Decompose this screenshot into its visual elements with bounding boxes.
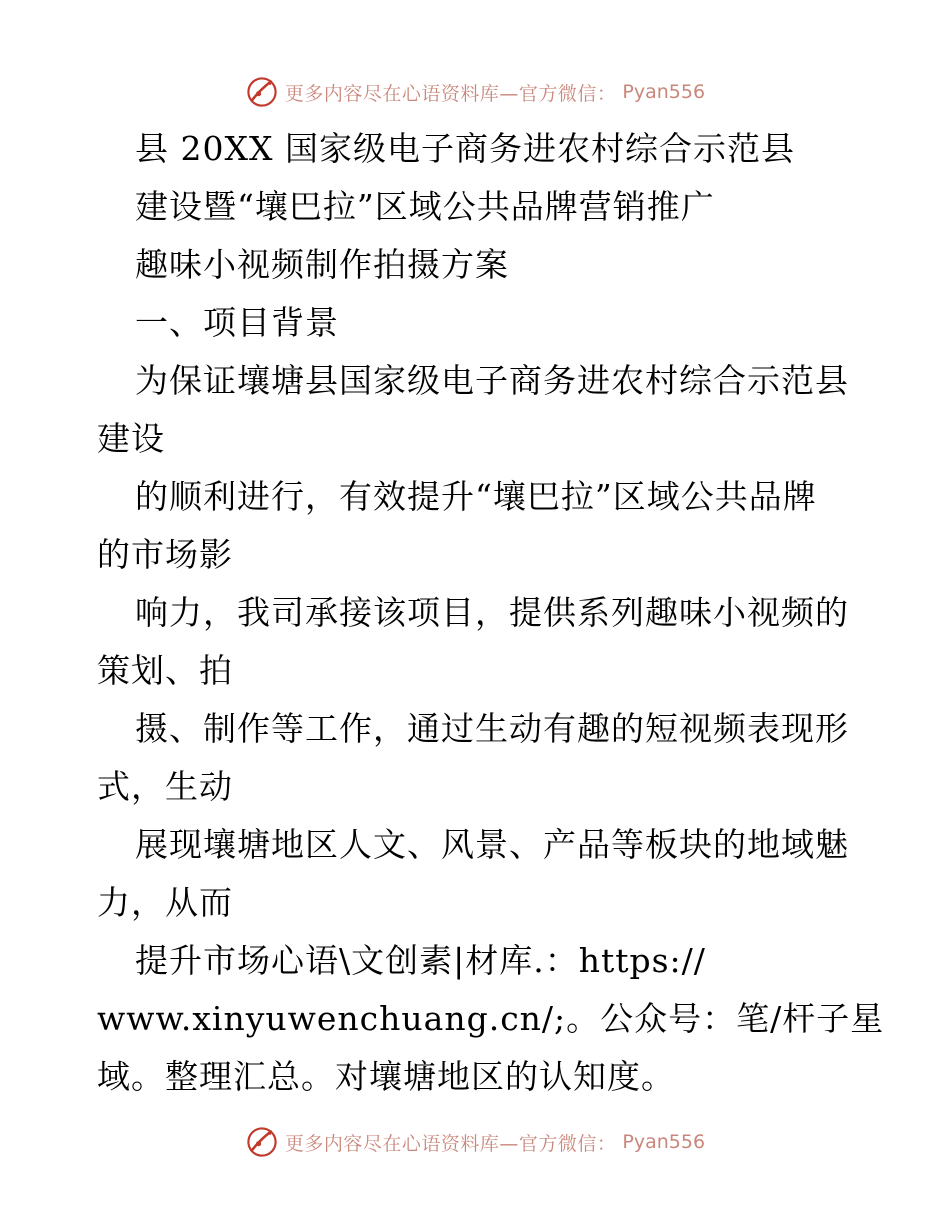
pen-logo-icon [245, 75, 279, 109]
body-line: 策划、拍 [97, 651, 233, 690]
body-line: 响力，我司承接该项目，提供系列趣味小视频的 [135, 593, 849, 632]
pen-logo-icon [245, 1125, 279, 1159]
footer-wechat-id: Pyan556 [622, 1131, 706, 1153]
document-body [97, 120, 885, 1106]
header-wechat-id: Pyan556 [622, 81, 706, 103]
title-line-3: 趣味小视频制作拍摄方案 [135, 245, 509, 284]
title-line-2: 建设暨“壤巴拉”区域公共品牌营销推广 [135, 187, 715, 226]
title-line-1: 县 20XX 国家级电子商务进农村综合示范县 [135, 129, 795, 168]
header-banner-text: 更多内容尽在心语资料库—官方微信： [284, 82, 617, 105]
body-line: 建设 [97, 419, 165, 458]
body-line: 提升市场心语\文创素|材库.：https:// [135, 941, 706, 980]
body-line: 域。整理汇总。对壤塘地区的认知度。 [97, 1057, 675, 1096]
body-line: 式，生动 [97, 767, 233, 806]
body-line: www.xinyuwenchuang.cn/;。公众号：笔/杆子星 [97, 999, 885, 1038]
section-heading: 一、项目背景 [135, 303, 339, 342]
header-banner [0, 72, 950, 112]
body-line: 的市场影 [97, 535, 233, 574]
body-line: 的顺利进行，有效提升“壤巴拉”区域公共品牌 [135, 477, 817, 516]
footer-banner [0, 1122, 950, 1162]
body-line: 展现壤塘地区人文、风景、产品等板块的地域魅 [135, 825, 849, 864]
body-line: 摄、制作等工作，通过生动有趣的短视频表现形 [135, 709, 849, 748]
body-line: 力，从而 [97, 883, 233, 922]
footer-banner-text: 更多内容尽在心语资料库—官方微信： [284, 1132, 617, 1155]
body-line: 为保证壤塘县国家级电子商务进农村综合示范县 [135, 361, 849, 400]
